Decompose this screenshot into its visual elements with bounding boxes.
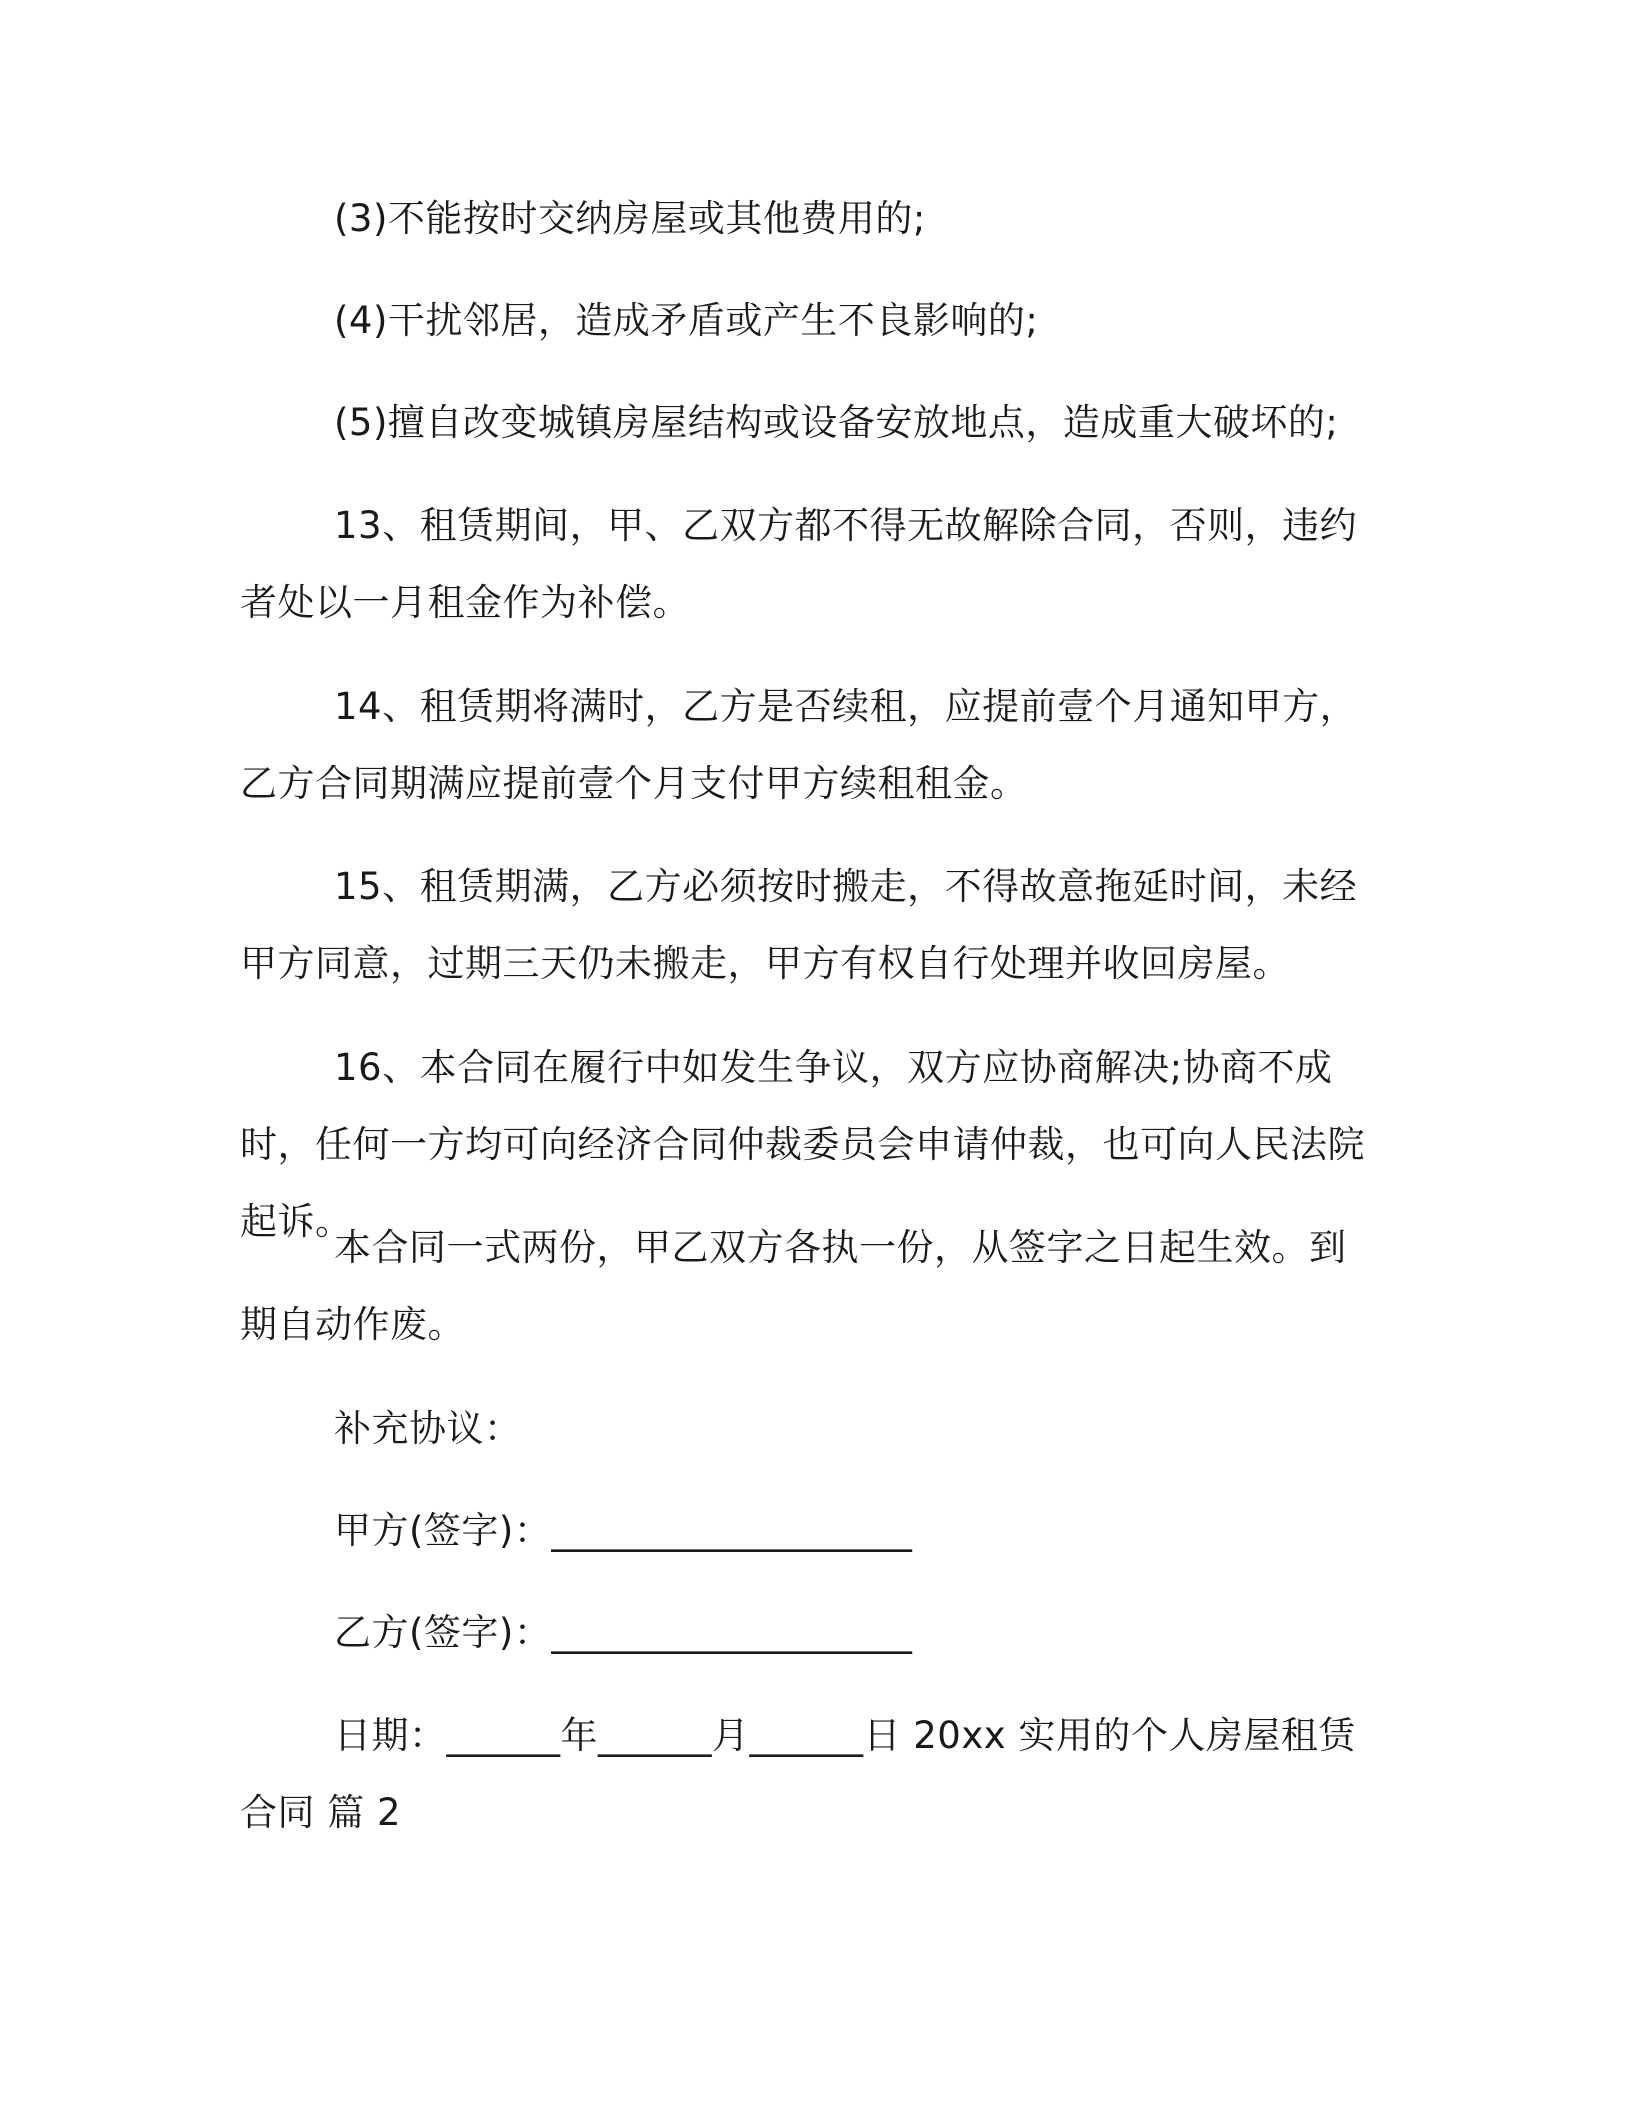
supplementary-agreement-label: 补充协议：	[334, 1407, 522, 1450]
copies-clause: 本合同一式两份，甲乙双方各执一份，从签字之日起生效。到期自动作废。	[240, 1226, 1347, 1346]
clause-4: (4)干扰邻居，造成矛盾或产生不良影响的;	[334, 299, 1039, 342]
party-a-signature-line: 甲方(签字)：___________________	[334, 1509, 913, 1552]
date-line: 日期：______年______月______日 20xx 实用的个人房屋租赁合同 篇 2	[240, 1714, 1356, 1834]
clause-14: 14、租赁期将满时，乙方是否续租，应提前壹个月通知甲方，乙方合同期满应提前壹个月支付甲方续租租金。	[240, 685, 1358, 805]
party-b-signature-line: 乙方(签字)：___________________	[334, 1611, 913, 1654]
clause-3: (3)不能按时交纳房屋或其他费用的;	[334, 197, 926, 240]
clause-16: 16、本合同在履行中如发生争议，双方应协商解决;协商不成时，任何一方均可向经济合同仲裁委员会申请仲裁，也可向人民法院起诉。	[240, 1046, 1365, 1243]
clause-13: 13、租赁期间，甲、乙双方都不得无故解除合同，否则，违约者处以一月租金作为补偿。	[240, 504, 1358, 624]
clause-15: 15、租赁期满，乙方必须按时搬走，不得故意拖延时间，未经甲方同意，过期三天仍未搬走，甲方有权自行处理并收回房屋。	[240, 865, 1358, 985]
clause-5: (5)擅自改变城镇房屋结构或设备安放地点，造成重大破坏的;	[334, 401, 1339, 444]
